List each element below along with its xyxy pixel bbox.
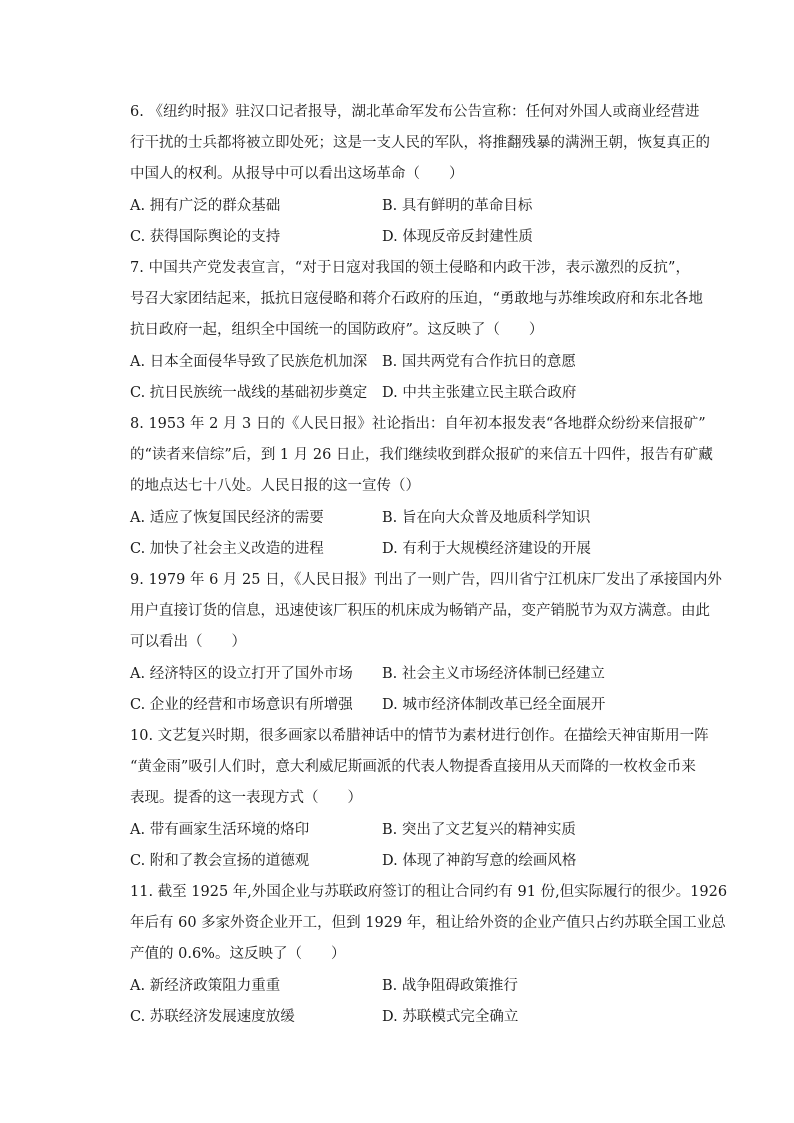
question-7-option-a[interactable]: A. 日本全面侵华导致了民族危机加深 bbox=[130, 353, 368, 370]
question-7-option-c[interactable]: C. 抗日民族统一战线的基础初步奠定 bbox=[130, 384, 368, 401]
question-9-line-2: 用户直接订货的信息，迅速使该厂积压的机床成为畅销产品，变产销脱节为双方满意。由此 bbox=[130, 603, 710, 620]
question-8 bbox=[130, 409, 713, 565]
question-6 bbox=[130, 97, 710, 253]
question-10 bbox=[130, 721, 709, 877]
question-10-option-a[interactable]: A. 带有画家生活环境的烙印 bbox=[130, 821, 310, 838]
question-10-options-row-1 bbox=[130, 815, 690, 846]
question-6-option-b[interactable]: B. 具有鲜明的革命目标 bbox=[382, 197, 533, 214]
question-8-option-a[interactable]: A. 适应了恢复国民经济的需要 bbox=[130, 509, 324, 526]
question-10-line-1: 10. 文艺复兴时期，很多画家以希腊神话中的情节为素材进行创作。在描绘天神宙斯用一阵 bbox=[130, 728, 709, 744]
question-7-option-b[interactable]: B. 国共两党有合作抗日的意愿 bbox=[382, 353, 576, 370]
question-6-option-d[interactable]: D. 体现反帝反封建性质 bbox=[382, 228, 533, 245]
question-8-options-row-1 bbox=[130, 503, 690, 534]
question-7-option-d[interactable]: D. 中共主张建立民主联合政府 bbox=[382, 384, 577, 401]
question-6-line-3: 中国人的权利。从报导中可以看出这场革命（ ） bbox=[130, 166, 464, 183]
question-9-line-3: 可以看出（ ） bbox=[130, 634, 246, 651]
question-6-options-row-1 bbox=[130, 191, 690, 222]
question-7-line-2: 号召大家团结起来，抵抗日寇侵略和蒋介石政府的压迫，“勇敢地与苏维埃政府和东北各地 bbox=[130, 291, 703, 308]
question-9-options-row-2 bbox=[130, 690, 690, 721]
question-10-option-d[interactable]: D. 体现了神韵写意的绘画风格 bbox=[382, 852, 577, 869]
question-8-line-3: 的地点达七十八处。人民日报的这一宣传（） bbox=[130, 478, 420, 495]
question-10-line-2: “黄金雨”吸引人们时，意大利威尼斯画派的代表人物提香直接用从天而降的一枚枚金币来 bbox=[130, 759, 696, 776]
question-6-option-c[interactable]: C. 获得国际舆论的支持 bbox=[130, 228, 281, 245]
question-8-line-1: 8. 1953 年 2 月 3 日的《人民日报》社论指出：自年初本报发表“各地群众纷纷来信报矿” bbox=[130, 416, 706, 432]
question-9-options-row-1 bbox=[130, 659, 690, 690]
question-6-line-2: 行干扰的士兵都将被立即处死；这是一支人民的军队，将推翻残暴的满洲王朝，恢复真正的 bbox=[130, 135, 710, 152]
question-10-option-b[interactable]: B. 突出了文艺复兴的精神实质 bbox=[382, 821, 576, 838]
question-7 bbox=[130, 253, 703, 409]
question-10-options-row-2 bbox=[130, 846, 690, 877]
question-9 bbox=[130, 565, 722, 721]
question-7-line-1: 7. 中国共产党发表宣言，“对于日寇对我国的领土侵略和内政干涉，表示激烈的反抗”， bbox=[130, 260, 690, 276]
question-7-options-row-1 bbox=[130, 347, 690, 378]
question-8-option-c[interactable]: C. 加快了社会主义改造的进程 bbox=[130, 540, 324, 557]
question-7-options-row-2 bbox=[130, 378, 690, 409]
question-10-line-3: 表现。提香的这一表现方式（ ） bbox=[130, 790, 362, 807]
question-11-options-row-1 bbox=[130, 971, 690, 1002]
question-6-line-1: 6. 《纽约时报》驻汉口记者报导，湖北革命军发布公告宣称：任何对外国人或商业经营进 bbox=[130, 104, 700, 120]
question-9-option-c[interactable]: C. 企业的经营和市场意识有所增强 bbox=[130, 696, 353, 713]
question-9-option-b[interactable]: B. 社会主义市场经济体制已经建立 bbox=[382, 665, 605, 682]
question-7-line-3: 抗日政府一起，组织全中国统一的国防政府”。这反映了（ ） bbox=[130, 322, 544, 339]
question-9-line-1: 9. 1979 年 6 月 25 日，《人民日报》刊出了一则广告，四川省宁江机床厂发出了承接国内外 bbox=[130, 572, 722, 588]
question-10-option-c[interactable]: C. 附和了教会宣扬的道德观 bbox=[130, 852, 310, 869]
question-11-option-d[interactable]: D. 苏联模式完全确立 bbox=[382, 1008, 519, 1025]
question-11 bbox=[130, 877, 728, 1033]
question-9-option-d[interactable]: D. 城市经济体制改革已经全面展开 bbox=[382, 696, 606, 713]
question-6-option-a[interactable]: A. 拥有广泛的群众基础 bbox=[130, 197, 281, 214]
question-11-options-row-2 bbox=[130, 1002, 690, 1033]
question-6-options-row-2 bbox=[130, 222, 690, 253]
question-8-option-d[interactable]: D. 有利于大规模经济建设的开展 bbox=[382, 540, 591, 557]
question-11-option-c[interactable]: C. 苏联经济发展速度放缓 bbox=[130, 1008, 295, 1025]
question-11-line-2: 年后有 60 多家外资企业开工，但到 1929 年，租让给外资的企业产值只占约苏联全国工业总 bbox=[130, 915, 726, 932]
question-8-option-b[interactable]: B. 旨在向大众普及地质科学知识 bbox=[382, 509, 591, 526]
question-8-options-row-2 bbox=[130, 534, 690, 565]
question-11-line-3: 产值的 0.6%。这反映了（ ） bbox=[130, 946, 346, 963]
question-11-option-b[interactable]: B. 战争阻碍政策推行 bbox=[382, 977, 518, 994]
question-11-option-a[interactable]: A. 新经济政策阻力重重 bbox=[130, 977, 281, 994]
question-11-line-1: 11. 截至 1925 年,外国企业与苏联政府签订的租让合同约有 91 份,但实际履行的很少。1926 bbox=[130, 884, 728, 900]
question-9-option-a[interactable]: A. 经济特区的设立打开了国外市场 bbox=[130, 665, 353, 682]
question-8-line-2: 的“读者来信综”后，到 1 月 26 日止，我们继续收到群众报矿的来信五十四件，报告有矿藏 bbox=[130, 447, 713, 464]
